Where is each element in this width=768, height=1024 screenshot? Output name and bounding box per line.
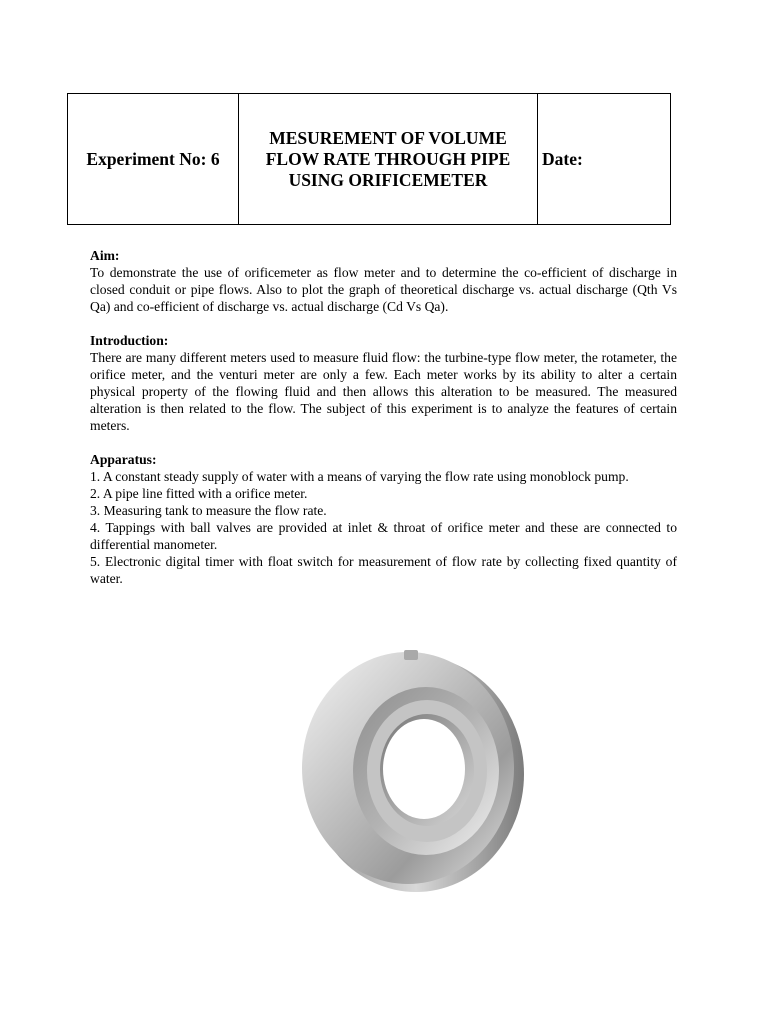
apparatus-section <box>90 451 677 587</box>
aim-heading: Aim: <box>90 248 120 263</box>
document-body <box>90 247 677 604</box>
experiment-title <box>239 94 538 225</box>
introduction-text: There are many different meters used to measure fluid flow: the turbine-type flow meter, the rotameter, the orifice meter, and the venturi meter are only a few. Each meter works by its ability to alter a certain physical property of the flowing fluid and then allows this alteration to be measured. The measured alteration is then related to the flow. The subject of this experiment is to analyze the features of certain meters. <box>90 350 677 433</box>
introduction-section <box>90 332 677 434</box>
aim-section <box>90 247 677 315</box>
date-label: Date: <box>538 94 671 225</box>
apparatus-item: 5. Electronic digital timer with float switch for measurement of flow rate by collecting fixed quantity of water. <box>90 554 677 586</box>
introduction-heading: Introduction: <box>90 333 169 348</box>
experiment-header-table <box>67 93 671 225</box>
apparatus-item: 3. Measuring tank to measure the flow rate. <box>90 503 327 518</box>
orifice-plate-image <box>288 640 532 892</box>
apparatus-item: 4. Tappings with ball valves are provided at inlet & throat of orifice meter and these are connected to differential manometer. <box>90 520 677 552</box>
apparatus-item: 2. A pipe line fitted with a orifice meter. <box>90 486 308 501</box>
title-line-2: FLOW RATE THROUGH PIPE <box>265 148 511 169</box>
apparatus-item: 1. A constant steady supply of water with a means of varying the flow rate using monoblock pump. <box>90 469 629 484</box>
title-line-3: USING ORIFICEMETER <box>288 169 488 190</box>
aim-text: To demonstrate the use of orificemeter as flow meter and to determine the co-efficient of discharge in closed conduit or pipe flows. Also to plot the graph of theoretical discharge vs. actual discharge (Qth Vs Qa) and co-efficient of discharge vs. actual discharge (Cd Vs Qa). <box>90 265 677 314</box>
title-line-1: MESUREMENT OF VOLUME <box>269 127 507 148</box>
experiment-number: Experiment No: 6 <box>68 94 239 225</box>
apparatus-heading: Apparatus: <box>90 452 157 467</box>
orifice-plate-icon <box>288 640 532 892</box>
apparatus-list <box>90 468 677 587</box>
